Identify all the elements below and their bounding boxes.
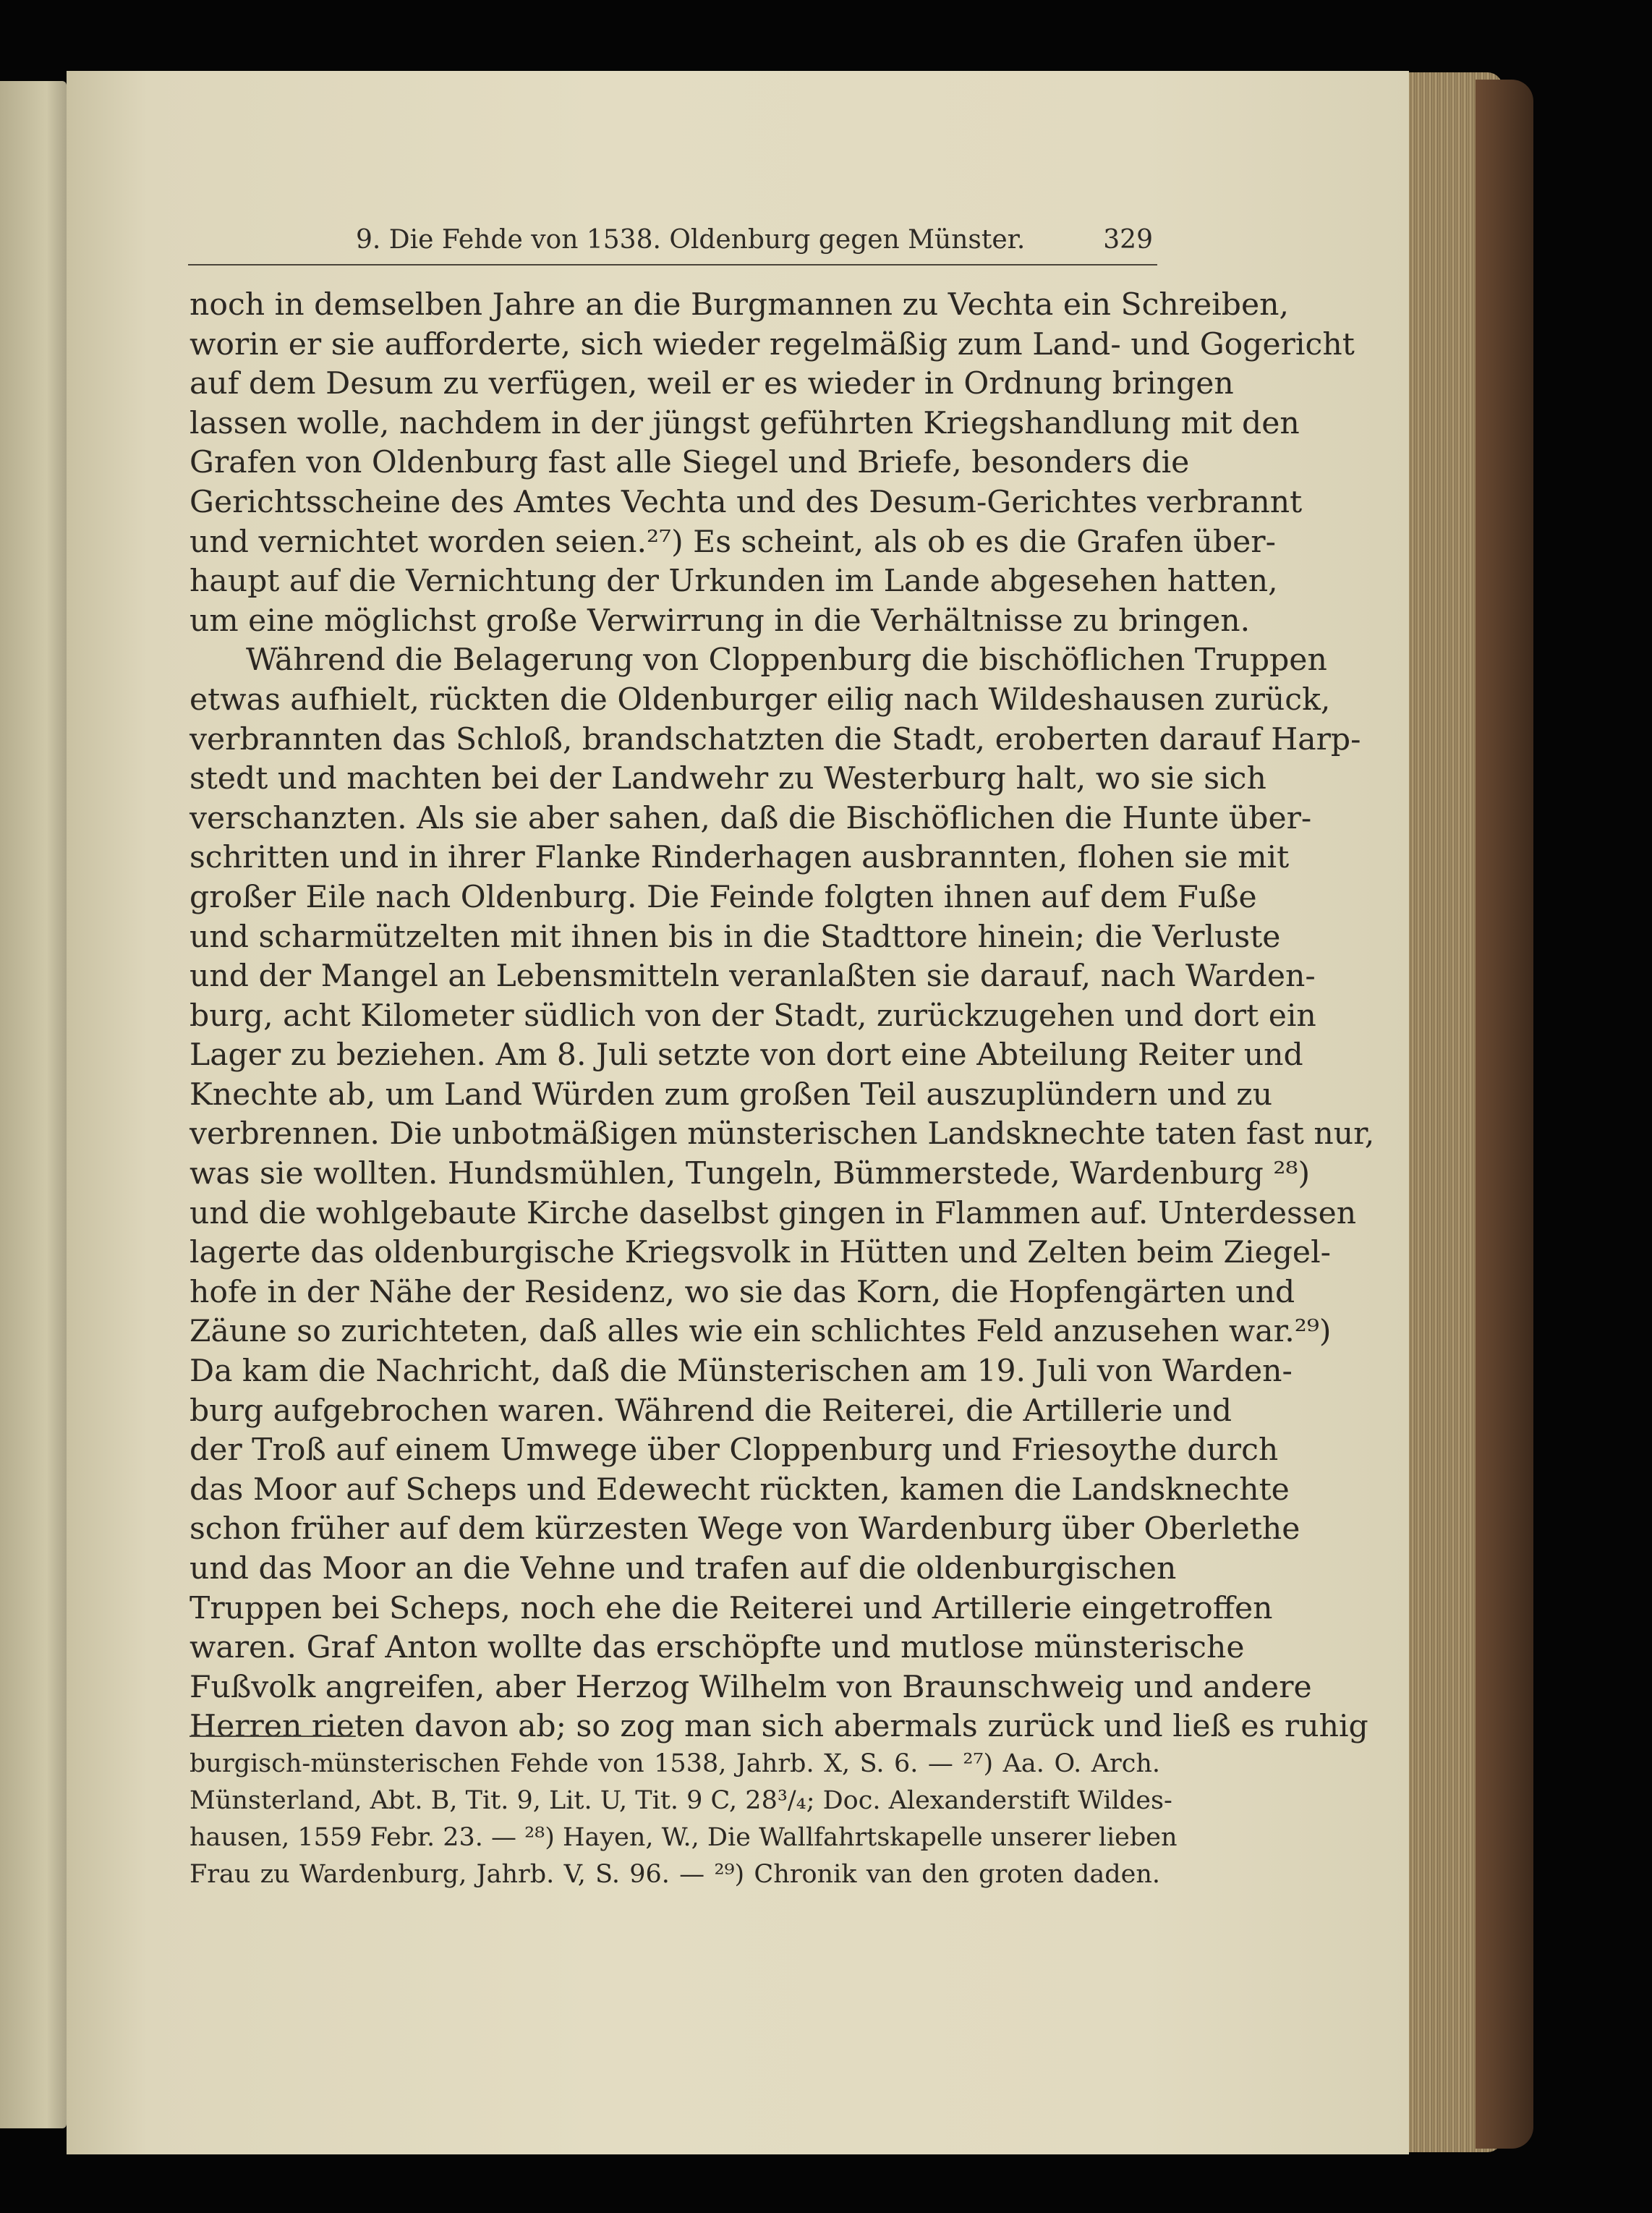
text-line: und das Moor an die Vehne und trafen auf die oldenburgischen: [190, 1551, 1177, 1587]
text-line: und scharmützelten mit ihnen bis in die Stadttore hinein; die Verluste: [190, 919, 1281, 955]
text-line: großer Eile nach Oldenburg. Die Feinde folgten ihnen auf dem Fuße: [190, 879, 1257, 915]
text-line: Herren rieten davon ab; so zog man sich abermals zurück und ließ es ruhig: [190, 1709, 1368, 1745]
text-line: worin er sie aufforderte, sich wieder regelmäßig zum Land- und Gogericht: [190, 326, 1355, 362]
text-line: Truppen bei Scheps, noch ehe die Reiterei und Artillerie eingetroffen: [190, 1590, 1273, 1626]
text-line: hofe in der Nähe der Residenz, wo sie das Korn, die Hopfengärten und: [190, 1274, 1295, 1310]
text-line: und die wohlgebaute Kirche daselbst gingen in Flammen auf. Unterdessen: [190, 1195, 1357, 1231]
text-line: Grafen von Oldenburg fast alle Siegel und Briefe, besonders die: [190, 445, 1190, 481]
chapter-title: 9. Die Fehde von 1538. Oldenburg gegen Münster.: [356, 225, 1026, 255]
running-header: [188, 221, 1157, 266]
book-cover-edge: [1476, 80, 1533, 2149]
text-line: der Troß auf einem Umwege über Cloppenburg und Friesoythe durch: [190, 1432, 1279, 1469]
text-line: waren. Graf Anton wollte das erschöpfte und mutlose münsterische: [190, 1630, 1245, 1666]
text-line: verbrannten das Schloß, brandschatzten die Stadt, eroberten darauf Harp-: [190, 721, 1361, 757]
text-line: was sie wollten. Hundsmühlen, Tungeln, Bümmerstede, Wardenburg ²⁸): [190, 1156, 1311, 1192]
page-number: 329: [1103, 225, 1153, 255]
footnote-line: hausen, 1559 Febr. 23. — ²⁸) Hayen, W., Die Wallfahrtskapelle unserer lieben: [190, 1823, 1178, 1852]
text-line: schritten und in ihrer Flanke Rinderhagen ausbrannten, flohen sie mit: [190, 840, 1290, 876]
text-line: burg, acht Kilometer südlich von der Stadt, zurückzugehen und dort ein: [190, 998, 1316, 1034]
text-line: lagerte das oldenburgische Kriegsvolk in Hütten und Zelten beim Ziegel-: [190, 1235, 1332, 1271]
text-line: und der Mangel an Lebensmitteln veranlaßten sie darauf, nach Warden-: [190, 959, 1316, 995]
text-line: verbrennen. Die unbotmäßigen münsterischen Landsknechte taten fast nur,: [190, 1116, 1375, 1152]
text-line: auf dem Desum zu verfügen, weil er es wieder in Ordnung bringen: [190, 366, 1234, 402]
text-line: burg aufgebrochen waren. Während die Reiterei, die Artillerie und: [190, 1393, 1232, 1429]
text-line: Zäune so zurichteten, daß alles wie ein schlichtes Feld anzusehen war.²⁹): [190, 1314, 1332, 1350]
text-line: Gerichtsscheine des Amtes Vechta und des Desum-Gerichtes verbrannt: [190, 484, 1303, 520]
text-line: Während die Belagerung von Cloppenburg die bischöflichen Truppen: [246, 642, 1327, 679]
text-line: Da kam die Nachricht, daß die Münsterischen am 19. Juli von Warden-: [190, 1354, 1293, 1390]
text-line: um eine möglichst große Verwirrung in die Verhältnisse zu bringen.: [190, 603, 1251, 639]
text-line: Knechte ab, um Land Würden zum großen Teil auszuplündern und zu: [190, 1076, 1273, 1113]
footnote-separator: [190, 1736, 356, 1737]
text-line: lassen wolle, nachdem in der jüngst geführten Kriegshandlung mit den: [190, 405, 1300, 441]
text-line: verschanzten. Als sie aber sahen, daß die Bischöflichen die Hunte über-: [190, 800, 1312, 836]
text-line: schon früher auf dem kürzesten Wege von Wardenburg über Oberlethe: [190, 1511, 1300, 1547]
text-line: stedt und machten bei der Landwehr zu Westerburg halt, wo sie sich: [190, 761, 1266, 797]
footnote-line: burgisch-münsterischen Fehde von 1538, Jahrb. X, S. 6. — ²⁷) Aa. O. Arch.: [190, 1749, 1160, 1778]
footnote-line: Münsterland, Abt. B, Tit. 9, Lit. U, Tit. 9 C, 28³/₄; Doc. Alexanderstift Wildes-: [190, 1786, 1172, 1815]
footnote-line: Frau zu Wardenburg, Jahrb. V, S. 96. — ²⁹) Chronik van den groten daden.: [190, 1860, 1160, 1889]
text-line: noch in demselben Jahre an die Burgmannen zu Vechta ein Schreiben,: [190, 287, 1290, 323]
text-line: etwas aufhielt, rückten die Oldenburger eilig nach Wildeshausen zurück,: [190, 681, 1331, 718]
text-line: und vernichtet worden seien.²⁷) Es scheint, als ob es die Grafen über-: [190, 524, 1276, 560]
text-line: das Moor auf Scheps und Edewecht rückten, kamen die Landsknechte: [190, 1471, 1290, 1508]
body-text: [190, 286, 1375, 1747]
text-line: haupt auf die Vernichtung der Urkunden im Lande abgesehen hatten,: [190, 564, 1278, 600]
facing-page-edge: [0, 81, 67, 2128]
text-line: Fußvolk angreifen, aber Herzog Wilhelm von Braunschweig und andere: [190, 1669, 1312, 1705]
footnotes: [190, 1746, 1178, 1893]
text-line: Lager zu beziehen. Am 8. Juli setzte von dort eine Abteilung Reiter und: [190, 1037, 1303, 1074]
